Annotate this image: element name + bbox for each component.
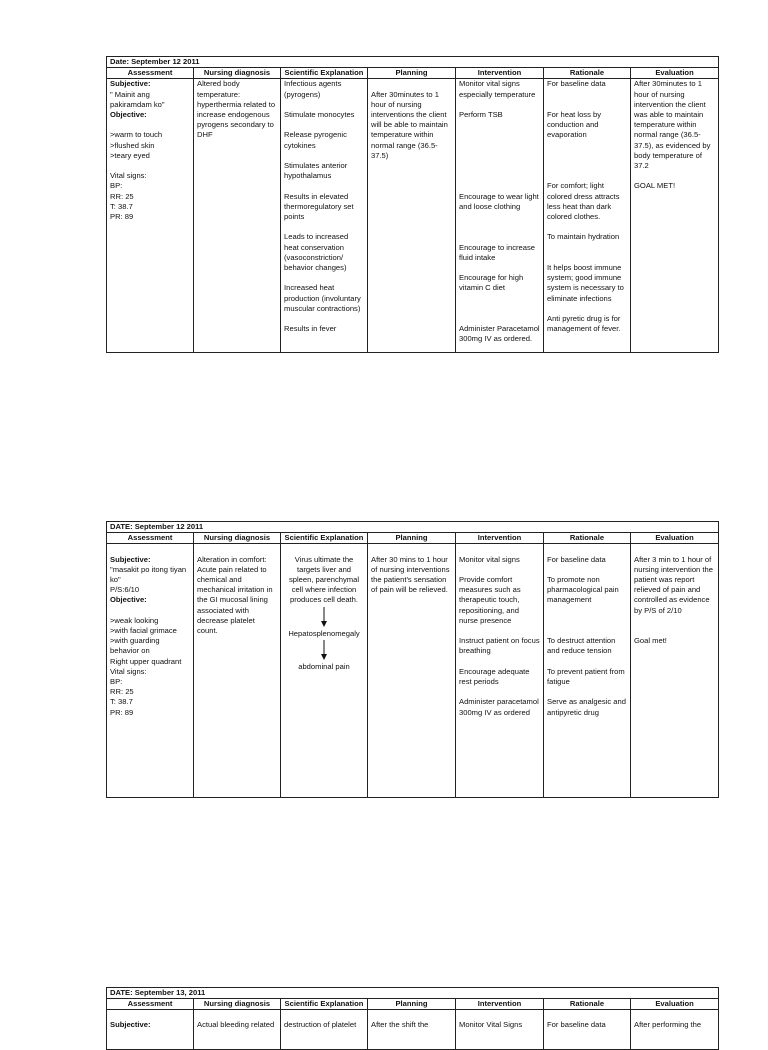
intervention-cell: Monitor vital signs especially temperature Perform TSB Encourage to wear light and loose clothing Encourage to increase fluid intake Encourage for high vitamin C diet Administer Paracetamol 300mg IV as ordered.: [456, 79, 544, 353]
assessment-cell: [107, 1010, 194, 1050]
header-nursing-diagnosis: Nursing diagnosis: [194, 68, 281, 79]
explanation-cell: [281, 544, 368, 798]
header-intervention: Intervention: [456, 999, 544, 1010]
planning-cell: After 30 mins to 1 hour of nursing interventions the patient's sensation of pain will be relieved.: [368, 544, 456, 798]
rationale-text: For baseline data: [547, 1020, 606, 1030]
subjective-label: Subjective:: [110, 554, 151, 564]
explanation-abdominal-pain: abdominal pain: [298, 661, 350, 671]
explanation-intro: Virus ultimate the targets liver and spleen, parenchymal cell where infection produces cell death.: [288, 554, 360, 605]
objective-label: Objective:: [110, 110, 147, 120]
header-scientific-explanation: Scientific Explanation: [281, 68, 368, 79]
subjective-label: Subjective:: [110, 79, 151, 89]
header-nursing-diagnosis: Nursing diagnosis: [194, 999, 281, 1010]
down-arrow-icon: [320, 640, 328, 660]
care-plan-table-bleeding: [106, 987, 719, 1050]
care-plan-table-hyperthermia: [106, 56, 719, 353]
header-planning: Planning: [368, 68, 456, 79]
assessment-cell: [107, 544, 194, 798]
objective-label: Objective:: [110, 595, 147, 605]
header-evaluation: Evaluation: [631, 999, 719, 1010]
intervention-cell: [456, 1010, 544, 1050]
header-assessment: Assessment: [107, 68, 194, 79]
objective-text: >weak looking >with facial grimace >with guarding behavior on Right upper quadrant Vital signs: BP: RR: 25 T: 38.7 PR: 89: [110, 615, 182, 717]
plan-date: DATE: September 12 2011: [107, 522, 719, 533]
subjective-text: " Mainit ang pakiramdam ko": [110, 89, 165, 109]
evaluation-cell: After 30minutes to 1 hour of nursing intervention the client was able to maintain temperature within normal range (36.5-37.5), as evidenced by body temperature of 37.2 GOAL MET!: [631, 79, 719, 353]
diagnosis-text: Actual bleeding related: [197, 1020, 275, 1030]
evaluation-cell: [631, 1010, 719, 1050]
planning-cell: [368, 1010, 456, 1050]
header-evaluation: Evaluation: [631, 533, 719, 544]
header-scientific-explanation: Scientific Explanation: [281, 999, 368, 1010]
header-rationale: Rationale: [544, 68, 631, 79]
explanation-cell: [281, 1010, 368, 1050]
explanation-hepatosplenomegaly: Hepatosplenomegaly: [288, 628, 360, 638]
diagnosis-cell: Altered body temperature: hyperthermia related to increase endogenous pyrogens secondary to DHF: [194, 79, 281, 353]
header-rationale: Rationale: [544, 999, 631, 1010]
plan-date: Date: September 12 2011: [107, 57, 719, 68]
header-nursing-diagnosis: Nursing diagnosis: [194, 533, 281, 544]
header-planning: Planning: [368, 999, 456, 1010]
planning-cell: After 30minutes to 1 hour of nursing interventions the client will be able to maintain temperature within normal range (36.5-37.5): [368, 79, 456, 353]
planning-text: After the shift the: [371, 1020, 429, 1030]
header-intervention: Intervention: [456, 533, 544, 544]
plan-date: DATE: September 13, 2011: [107, 988, 719, 999]
rationale-cell: For baseline data For heat loss by conduction and evaporation For comfort; light colored dress attracts less heat than dark colored clothes. To maintain hydration It helps boost immune system; good immune system is necessary to eliminate infections Anti pyretic drug is for management of fever.: [544, 79, 631, 353]
intervention-text: Monitor Vital Signs: [459, 1020, 523, 1030]
diagnosis-cell: [194, 1010, 281, 1050]
down-arrow-icon: [320, 607, 328, 627]
explanation-cell: Infectious agents (pyrogens) Stimulate monocytes Release pyrogenic cytokines Stimulates anterior hypothalamus Results in elevated thermoregulatory set points Leads to increased heat conservation (vasoconstriction/ behavior changes) Increased heat production (involuntary muscular contractions) Results in fever: [281, 79, 368, 353]
header-evaluation: Evaluation: [631, 68, 719, 79]
subjective-label: Subjective:: [110, 1020, 151, 1030]
evaluation-text: After performing the: [634, 1020, 702, 1030]
care-plan-table-acute-pain: [106, 521, 719, 798]
intervention-cell: Monitor vital signs Provide comfort measures such as therapeutic touch, repositioning, and nurse presence Instruct patient on focus breathing Encourage adequate rest periods Administer paracetamol 300mg IV as ordered: [456, 544, 544, 798]
diagnosis-cell: Alteration in comfort: Acute pain related to chemical and mechanical irritation in the GI mucosal lining associated with decrease platelet count.: [194, 544, 281, 798]
header-rationale: Rationale: [544, 533, 631, 544]
objective-text: >warm to touch >flushed skin >teary eyed Vital signs: BP: RR: 25 T: 38.7 PR: 89: [110, 130, 163, 222]
assessment-cell: [107, 79, 194, 353]
header-assessment: Assessment: [107, 533, 194, 544]
header-intervention: Intervention: [456, 68, 544, 79]
explanation-text: destruction of platelet: [284, 1020, 357, 1030]
header-assessment: Assessment: [107, 999, 194, 1010]
subjective-text: "masakit po itong tiyan ko" P/S:6/10: [110, 564, 187, 595]
header-planning: Planning: [368, 533, 456, 544]
rationale-cell: For baseline data To promote non pharmacological pain management To destruct attention and reduce tension To prevent patient from fatigue Serve as analgesic and antipyretic drug: [544, 544, 631, 798]
evaluation-cell: After 3 min to 1 hour of nursing intervention the patient was report relieved of pain and controlled as evidence by P/S of 2/10 Goal met!: [631, 544, 719, 798]
rationale-cell: [544, 1010, 631, 1050]
header-scientific-explanation: Scientific Explanation: [281, 533, 368, 544]
